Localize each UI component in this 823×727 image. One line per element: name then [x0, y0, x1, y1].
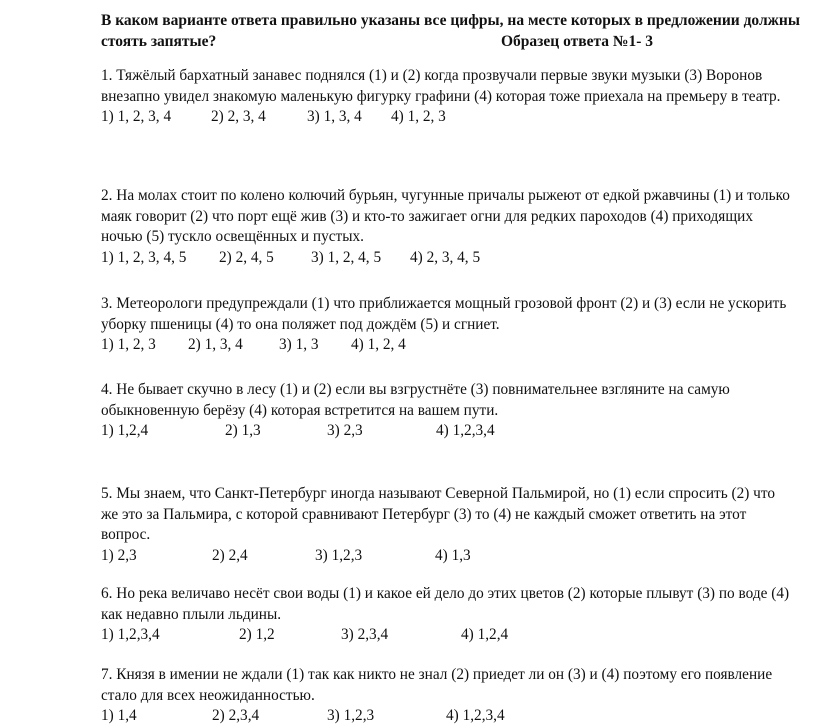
task-header: [101, 10, 801, 52]
answer-options: [101, 421, 791, 442]
option-1: 1) 1,2,3,4: [101, 626, 160, 643]
answer-options: [101, 107, 791, 128]
option-2: 2) 1,3: [225, 422, 261, 439]
answer-options: [101, 335, 791, 356]
option-4: 4) 2, 3, 4, 5: [410, 248, 481, 266]
question-text: 5. Мы знаем, что Санкт-Петербург иногда называют Северной Пальмирой, но (1) если спросить (2) что же это за Пальмира, с которой сравнивают Петербург (3) то (4) не каждый сможет ответить на этот вопрос.: [101, 485, 775, 543]
answer-options: [101, 248, 791, 269]
question-1: [101, 66, 791, 128]
option-4: 4) 1, 2, 3: [391, 108, 446, 125]
option-3: 3) 1, 3, 4: [307, 108, 362, 125]
question-5: [101, 484, 791, 567]
option-4: 4) 1, 2, 4: [351, 336, 406, 353]
option-2: 2) 1,2: [239, 626, 275, 643]
option-3: 3) 2,3,4: [341, 626, 389, 643]
option-2: 2) 2,4: [212, 546, 248, 564]
option-2: 2) 1, 3, 4: [188, 336, 243, 353]
option-1: 1) 2,3: [101, 546, 137, 564]
option-2: 2) 2, 4, 5: [219, 248, 274, 266]
question-4: [101, 380, 791, 442]
option-4: 4) 1,2,3,4: [436, 422, 495, 439]
option-1: 1) 1, 2, 3, 4: [101, 108, 172, 125]
option-3: 3) 1, 3: [279, 336, 319, 353]
option-4: 4) 1,2,3,4: [446, 707, 505, 724]
option-2: 2) 2,3,4: [212, 707, 260, 724]
task-instruction: В каком варианте ответа правильно указаны все цифры, на месте которых в предложении должны стоять запятые?: [101, 12, 800, 50]
option-1: 1) 1, 2, 3: [101, 336, 156, 353]
question-text: 3. Метеорологи предупреждали (1) что приближается мощный грозовой фронт (2) и (3) если не ускорить уборку пшеницы (4) то она поляжет под дождём (5) и сгниет.: [101, 295, 787, 333]
answer-options: [101, 546, 791, 567]
answer-options: [101, 625, 791, 646]
question-3: [101, 294, 791, 356]
question-2: [101, 186, 791, 269]
option-1: 1) 1,2,4: [101, 422, 149, 439]
question-text: 1. Тяжёлый бархатный занавес поднялся (1) и (2) когда прозвучали первые звуки музыки (3) Воронов внезапно увидел знакомую маленькую фигурку графини (4) которая тоже приехала на премьеру в театр.: [101, 67, 781, 105]
option-4: 4) 1,2,4: [461, 626, 509, 643]
question-7: [101, 665, 791, 727]
question-text: 4. Не бывает скучно в лесу (1) и (2) если вы взгрустнёте (3) повнимательнее взгляните на самую обыкновенную берёзу (4) которая встретится на вашем пути.: [101, 381, 730, 419]
option-3: 3) 2,3: [327, 422, 363, 439]
answer-options: [101, 706, 791, 727]
option-2: 2) 2, 3, 4: [211, 108, 266, 125]
option-4: 4) 1,3: [435, 546, 471, 564]
question-text: 7. Князя в имении не ждали (1) так как никто не знал (2) приедет ли он (3) и (4) поэтому его появление стало для всех неожиданностью.: [101, 666, 773, 704]
option-1: 1) 1,4: [101, 707, 137, 724]
option-3: 3) 1,2,3: [315, 546, 363, 564]
sample-answer: Образец ответа №1- 3: [501, 33, 654, 50]
option-1: 1) 1, 2, 3, 4, 5: [101, 248, 187, 266]
option-3: 3) 1,2,3: [327, 707, 375, 724]
option-3: 3) 1, 2, 4, 5: [311, 248, 382, 266]
question-text: 2. На молах стоит по колено колючий бурьян, чугунные причалы рыжеют от едкой ржавчины (1) и только маяк говорит (2) что порт ещё жив (3) и кто-то зажигает огни для редких пароходов (4) приходящих ночью (5) тускло освещённых и пустых.: [101, 187, 790, 245]
question-text: 6. Но река величаво несёт свои воды (1) и какое ей дело до этих цветов (2) которые плывут (3) по воде (4) как недавно плыли льдины.: [101, 585, 790, 623]
question-6: [101, 584, 791, 646]
